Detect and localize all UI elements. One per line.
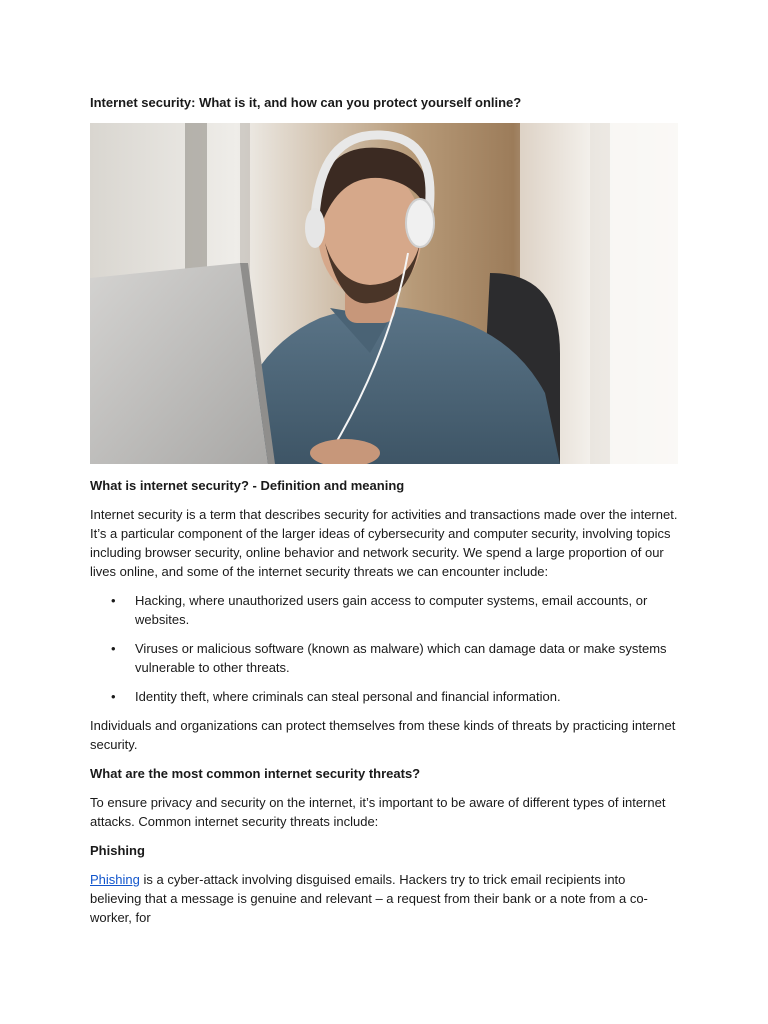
bullet-icon: •: [111, 593, 116, 608]
list-item: [90, 591, 680, 629]
hero-image: [90, 123, 678, 464]
section-heading-threats: What are the most common internet security threats?: [90, 766, 421, 781]
threat-list: [90, 591, 680, 706]
section-heading-definition: What is internet security? - Definition and meaning: [90, 478, 405, 493]
bullet-icon: •: [111, 641, 116, 656]
paragraph-threats: To ensure privacy and security on the internet, it’s important to be aware of different types of internet attacks. Common internet security threats include:: [90, 795, 666, 829]
phishing-text: is a cyber-attack involving disguised emails. Hackers try to trick email recipients into believing that a message is genuine and relevant – a request from their bank or a note from a co-worker, for: [90, 872, 648, 925]
phishing-link[interactable]: Phishing: [90, 872, 140, 887]
paragraph-definition: Internet security is a term that describes security for activities and transactions made over the internet. It’s a particular component of the larger ideas of cybersecurity and computer security, involving topics including browser security, online behavior and network security. We spend a large proportion of our lives online, and some of the internet security threats we can encounter include:: [90, 507, 678, 579]
list-item: [90, 687, 680, 706]
document-body: [90, 93, 680, 937]
bullet-icon: •: [111, 689, 116, 704]
list-item: [90, 639, 680, 677]
paragraph-closing: Individuals and organizations can protect themselves from these kinds of threats by practicing internet security.: [90, 718, 676, 752]
paragraph-phishing: [90, 870, 680, 927]
section-heading-phishing: Phishing: [90, 843, 145, 858]
list-item-text: Identity theft, where criminals can steal personal and financial information.: [135, 689, 561, 704]
list-item-text: Hacking, where unauthorized users gain access to computer systems, email accounts, or websites.: [135, 593, 648, 627]
document-title: Internet security: What is it, and how can you protect yourself online?: [90, 95, 522, 110]
list-item-text: Viruses or malicious software (known as malware) which can damage data or make systems vulnerable to other threats.: [135, 641, 667, 675]
